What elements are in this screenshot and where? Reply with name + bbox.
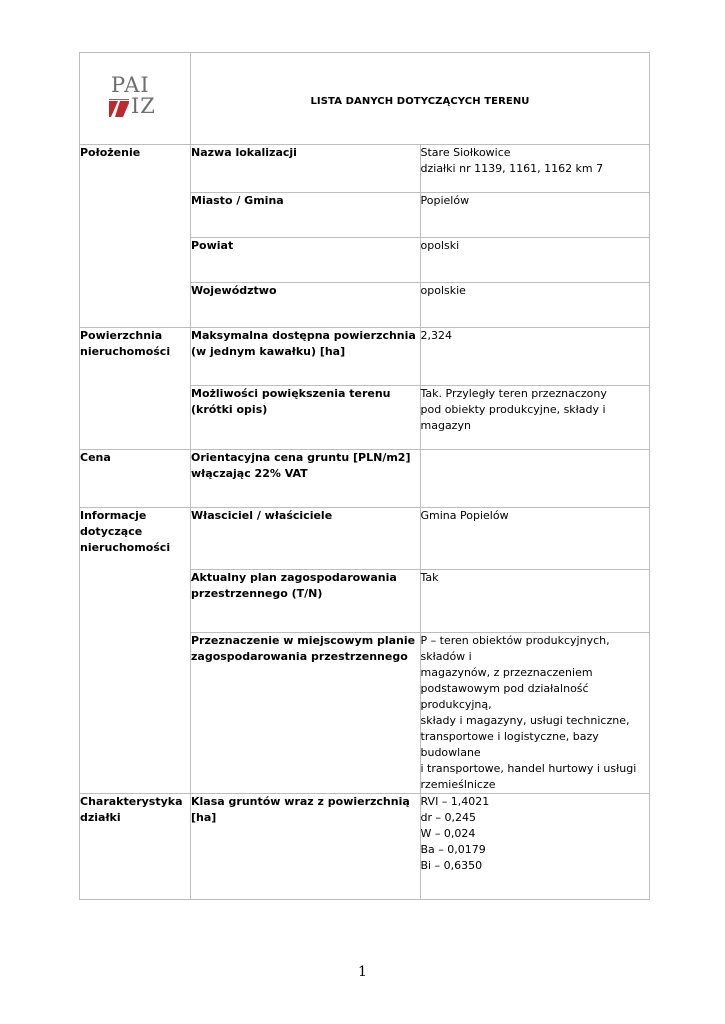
field-value: działki nr 1139, 1161, 1162 km 7 <box>420 162 604 175</box>
title-cell <box>191 53 650 145</box>
field-label: zagospodarowania przestrzennego <box>191 650 408 663</box>
field-value: rzemieślnicze <box>420 778 496 791</box>
section-label: Powierzchnia <box>80 329 163 342</box>
field-value-cell <box>420 633 650 794</box>
field-value-cell <box>420 386 650 450</box>
field-value: składy i magazyny, usługi techniczne, <box>420 714 630 727</box>
field-label: (w jednym kawałku) [ha] <box>191 345 346 358</box>
field-label-cell <box>191 508 421 570</box>
field-label-cell <box>191 238 421 283</box>
field-value-cell <box>420 328 650 386</box>
field-label: Własciciel / właściciele <box>191 509 333 522</box>
field-label: Maksymalna dostępna powierzchnia <box>191 329 416 342</box>
field-label: Orientacyjna cena gruntu [PLN/m2] <box>191 451 411 464</box>
field-value: P – teren obiektów produkcyjnych, składów i <box>420 634 610 663</box>
page-title: LISTA DANYCH DOTYCZĄCYCH TERENU <box>310 96 530 107</box>
section-label: Cena <box>80 451 111 464</box>
section-label: dotyczące <box>80 525 143 538</box>
field-label-cell <box>191 386 421 450</box>
field-value: transportowe i logistyczne, bazy budowlane <box>420 730 599 759</box>
field-label-cell <box>191 328 421 386</box>
field-value: Gmina Popielów <box>420 509 509 522</box>
field-value: W – 0,024 <box>420 827 476 840</box>
field-value: i transportowe, handel hurtowy i usługi <box>420 762 637 775</box>
section-label: Informacje <box>80 509 147 522</box>
logo-text-pai: PAI <box>111 73 150 97</box>
paiiz-logo <box>109 73 169 125</box>
field-label: Przeznaczenie w miejscowym planie <box>191 634 416 647</box>
table-row <box>80 794 650 900</box>
field-value: Ba – 0,0179 <box>420 843 486 856</box>
section-cell-cena <box>80 450 191 508</box>
site-data-table <box>79 52 650 900</box>
field-value: 2,324 <box>420 329 452 342</box>
section-cell-powierzchnia <box>80 328 191 450</box>
table-row <box>80 450 650 508</box>
logo-cell <box>80 53 191 145</box>
field-label-cell <box>191 794 421 900</box>
section-label: nieruchomości <box>80 345 171 358</box>
section-label: nieruchomości <box>80 541 171 554</box>
field-label-cell <box>191 633 421 794</box>
field-label: Nazwa lokalizacji <box>191 146 297 159</box>
field-value: dr – 0,245 <box>420 811 476 824</box>
field-value-cell <box>420 794 650 900</box>
field-label-cell <box>191 283 421 328</box>
table-row <box>80 508 650 570</box>
field-value: Stare Siołkowice <box>420 146 511 159</box>
field-value: Tak <box>420 571 439 584</box>
field-label: Powiat <box>191 239 234 252</box>
field-label: Klasa gruntów wraz z powierzchnią <box>191 795 410 808</box>
logo-text-iz: IZ <box>131 94 156 118</box>
field-value: pod obiekty produkcyjne, składy i magazyn <box>420 403 606 432</box>
field-label: Województwo <box>191 284 277 297</box>
field-label-cell <box>191 145 421 193</box>
section-cell-charakterystyka <box>80 794 191 900</box>
field-value: opolskie <box>420 284 466 297</box>
field-label-cell <box>191 450 421 508</box>
section-label: Położenie <box>80 146 141 159</box>
field-value: opolski <box>420 239 460 252</box>
field-value: magazynów, z przeznaczeniem <box>420 666 593 679</box>
header-row <box>80 53 650 145</box>
field-label: Możliwości powiększenia terenu <box>191 387 391 400</box>
field-value: Bi – 0,6350 <box>420 859 483 872</box>
field-value-cell <box>420 283 650 328</box>
field-value-cell <box>420 508 650 570</box>
section-cell-informacje <box>80 508 191 794</box>
field-value-cell <box>420 193 650 238</box>
field-value: RVI – 1,4021 <box>420 795 490 808</box>
field-value: Popielów <box>420 194 470 207</box>
logo-mark-icon <box>109 99 131 119</box>
field-value: Tak. Przyległy teren przeznaczony <box>420 387 607 400</box>
section-label: działki <box>80 811 121 824</box>
field-label: włączając 22% VAT <box>191 467 308 480</box>
field-label-cell <box>191 570 421 633</box>
section-cell-polozenie <box>80 145 191 328</box>
field-value-cell <box>420 238 650 283</box>
field-value-cell <box>420 450 650 508</box>
page-number: 1 <box>358 964 367 980</box>
field-value-cell <box>420 145 650 193</box>
table-row <box>80 145 650 193</box>
field-label: przestrzennego (T/N) <box>191 587 323 600</box>
field-label: (krótki opis) <box>191 403 268 416</box>
field-label: Miasto / Gmina <box>191 194 284 207</box>
field-label-cell <box>191 193 421 238</box>
field-label: [ha] <box>191 811 217 824</box>
field-value-cell <box>420 570 650 633</box>
field-value: podstawowym pod działalność produkcyjną, <box>420 682 589 711</box>
section-label: Charakterystyka <box>80 795 183 808</box>
field-label: Aktualny plan zagospodarowania <box>191 571 397 584</box>
table-row <box>80 328 650 386</box>
